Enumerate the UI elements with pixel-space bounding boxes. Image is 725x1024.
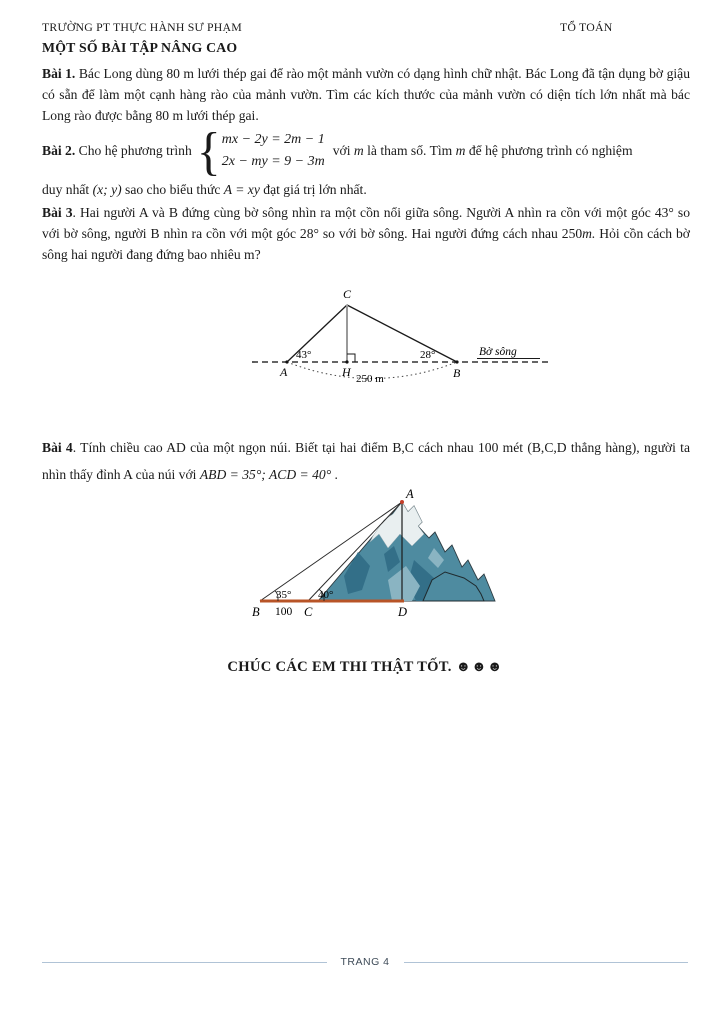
label-angle-28: 28° bbox=[420, 349, 436, 361]
label-A: A bbox=[406, 488, 414, 501]
problem-4: Bài 4. Tính chiều cao AD của một ngọn núi. Biết tại hai điểm B,C cách nhau 100 mét (B,C,D thẳng hàng), người ta nhìn thấy đỉnh A của núi với ABD = 35°; ACD = 40° . bbox=[42, 440, 690, 482]
label-D: D bbox=[398, 605, 408, 619]
label-river-bank: Bờ sông bbox=[479, 346, 517, 358]
equation-top: mx − 2y = 2m − 1 bbox=[221, 132, 325, 147]
label-angle-35: 35° bbox=[276, 589, 292, 601]
header-school-name: TRƯỜNG PT THỰC HÀNH SƯ PHẠM bbox=[42, 20, 242, 34]
label-B: B bbox=[453, 366, 461, 380]
problem-3: Bài 3. Hai người A và B đứng cùng bờ sông nhìn ra một cồn nổi giữa sông. Người A nhìn ra cồn với một góc 43° so với bờ sông, người B nhìn ra cồn với một góc 28° so với bờ sông. Hai người đứng cách nhau 250m. Hỏi cồn cách bờ sông hai người đang đứng bao nhiêu m? bbox=[42, 205, 690, 262]
page-number: TRANG 4 bbox=[340, 956, 390, 968]
apex-marker bbox=[400, 500, 404, 504]
point-B-dot bbox=[455, 360, 458, 363]
point-H-dot bbox=[345, 360, 348, 363]
label-distance-100: 100 bbox=[275, 606, 293, 618]
problem-1-label: Bài 1. bbox=[42, 66, 76, 81]
problem-1 bbox=[42, 63, 690, 126]
equation-bottom: 2x − my = 9 − 3m bbox=[221, 154, 325, 169]
problem-2-intro: Bài 2. Cho hệ phương trình bbox=[42, 143, 192, 158]
problem-1-text: Bác Long dùng 80 m lưới thép gai để rào một mảnh vườn có dạng hình chữ nhật. Bác Long đã tận dụng bờ giậu có sẵn để làm một cạnh hàng rào của mảnh vườn. Tìm các kích thước của mảnh vườn có diện tích lớn nhất mà bác Long rào được bằng 80 m lưới thép gai. bbox=[42, 66, 691, 123]
equation-system bbox=[222, 130, 325, 172]
right-angle-marker bbox=[347, 354, 355, 362]
river-triangle-figure bbox=[248, 283, 558, 398]
page-footer bbox=[42, 956, 688, 968]
label-A: A bbox=[280, 365, 288, 379]
problem-2-after: với m là tham số. Tìm m để hệ phương trình có nghiệm bbox=[332, 143, 633, 158]
label-H: H bbox=[342, 365, 351, 379]
closing-message: CHÚC CÁC EM THI THẬT TỐT. ☻☻☻ bbox=[227, 659, 503, 675]
system-brace: { bbox=[196, 121, 221, 181]
label-angle-43: 43° bbox=[296, 349, 312, 361]
label-distance-250m: 250 m bbox=[356, 373, 384, 385]
label-B: B bbox=[252, 605, 260, 619]
label-C: C bbox=[343, 287, 352, 301]
page-header bbox=[42, 20, 688, 35]
point-A-dot bbox=[285, 360, 288, 363]
document-title: MỘT SỐ BÀI TẬP NÂNG CAO bbox=[42, 40, 238, 55]
footer-rule-right bbox=[404, 962, 689, 963]
label-C: C bbox=[304, 605, 313, 619]
problem-2-line2: duy nhất (x; y) sao cho biểu thức A = xy đạt giá trị lớn nhất. bbox=[42, 182, 367, 197]
label-angle-40: 40° bbox=[318, 589, 334, 601]
problem-2 bbox=[42, 121, 690, 181]
side-CB bbox=[347, 305, 457, 362]
footer-rule-left bbox=[42, 962, 327, 963]
header-department: TỔ TOÁN bbox=[560, 20, 613, 34]
mountain-figure bbox=[238, 488, 503, 623]
